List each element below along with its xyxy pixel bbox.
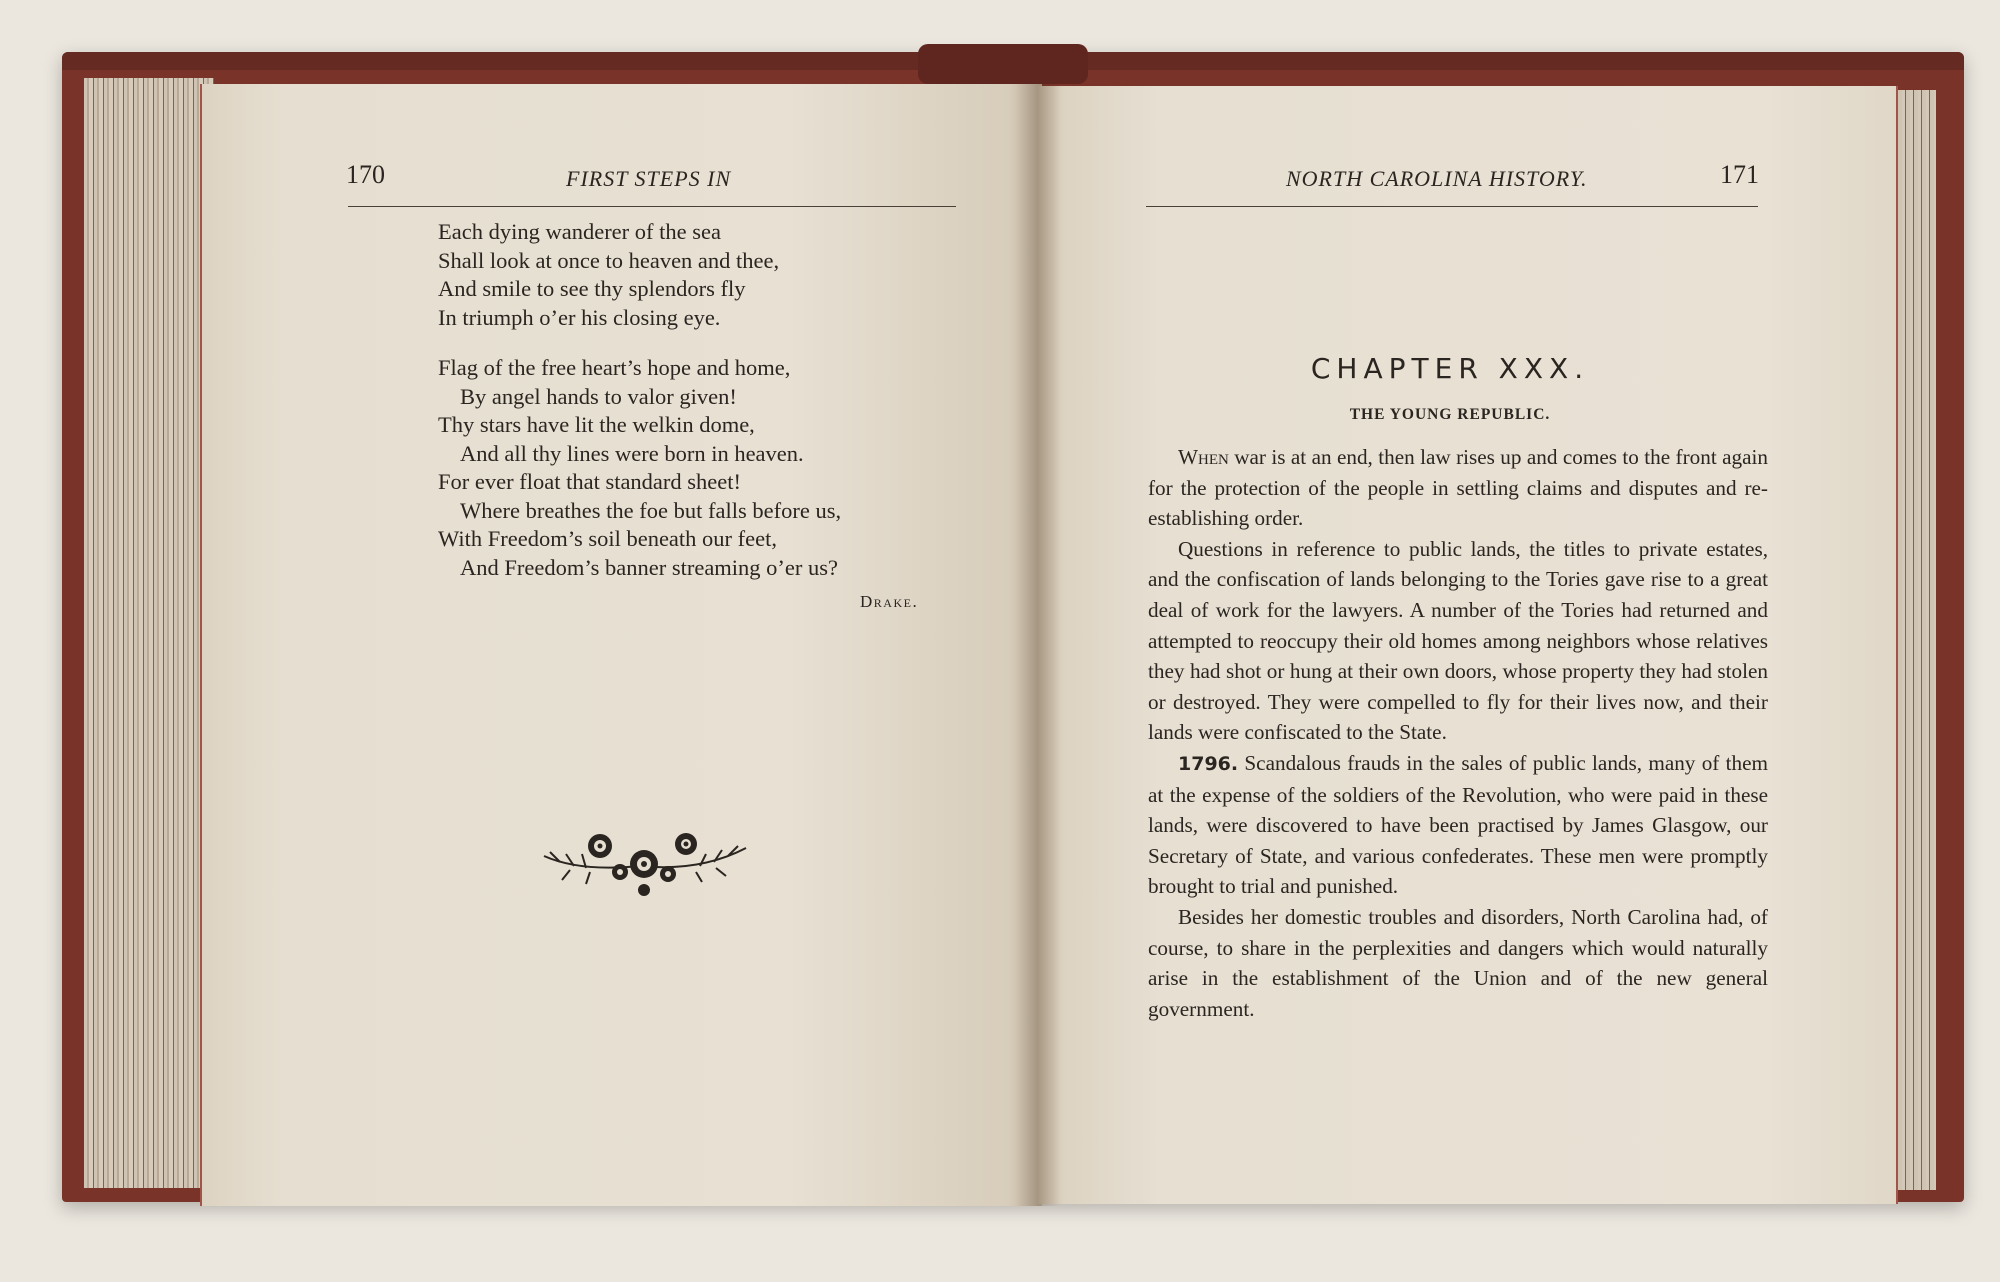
right-header-rule: [1146, 206, 1758, 207]
chapter-title: CHAPTER XXX.: [1310, 352, 1590, 385]
poem-stanza: [438, 354, 958, 582]
poem-line: By angel hands to valor given!: [460, 383, 737, 409]
gutter: [1016, 84, 1060, 1206]
paragraph-text: Besides her domestic troubles and disorders, North Carolina had, of course, to share in the perplexities and dangers which would naturally arise in the establishment of the Union and of the new general government.: [1148, 904, 1768, 1021]
paragraph-text: Questions in reference to public lands, the titles to private estates, and the confiscation of lands belonging to the Tories gave rise to a great deal of work for the lawyers. A number of the Tories had returned and attempted to reoccupy their old homes among neighbors whose relatives they had shot or hung at their own doors, whose property they had stolen or destroyed. They were compelled to fly for their lives now, and their lands were confiscated to the State.: [1148, 536, 1768, 745]
right-running-head: NORTH CAROLINA HISTORY.: [1286, 166, 1588, 191]
chapter-subtitle: THE YOUNG REPUBLIC.: [1349, 406, 1551, 423]
left-header-rule: [348, 206, 956, 207]
poem-stanza: [438, 218, 958, 332]
year-label: 1796.: [1178, 752, 1239, 775]
poem-line: Shall look at once to heaven and thee,: [438, 247, 780, 273]
poem-line: For ever float that standard sheet!: [438, 469, 742, 494]
poem-line: Each dying wanderer of the sea: [438, 219, 721, 244]
poem-line: And smile to see thy splendors fly: [438, 276, 746, 301]
left-running-head: FIRST STEPS IN: [566, 166, 732, 191]
right-page-number: 171: [1720, 160, 1759, 189]
paragraph: [1148, 534, 1768, 748]
poem-line: Flag of the free heart’s hope and home,: [438, 355, 791, 380]
book-spine: [918, 44, 1088, 84]
poem-line: With Freedom’s soil beneath our feet,: [438, 526, 778, 551]
paragraph: [1148, 442, 1768, 534]
poem-line: Where breathes the foe but falls before us,: [460, 497, 842, 523]
left-page-number: 170: [346, 160, 385, 189]
paragraph: [1148, 902, 1768, 1024]
floral-ornament-icon: [540, 826, 750, 907]
chapter-body: [1148, 442, 1768, 1024]
poem: [438, 218, 958, 604]
poem-attribution: Drake.: [860, 592, 919, 611]
poem-line: And Freedom’s banner streaming o’er us?: [460, 554, 839, 580]
poem-line: In triumph o’er his closing eye.: [438, 304, 721, 330]
paragraph: [1148, 748, 1768, 902]
poem-line: And all thy lines were born in heaven.: [460, 440, 804, 466]
poem-line: Thy stars have lit the welkin dome,: [438, 412, 755, 437]
paragraph-text: war is at an end, then law rises up and comes to the front again for the protection of the people in settling claims and disputes and re-establishing order.: [1148, 445, 1768, 531]
paragraph-text: Scandalous frauds in the sales of public lands, many of them at the expense of the soldiers of the Revolution, who were paid in these lands, were discovered to have been practised by James Glasgow, our Secretary of State, and various confederates. These men were promptly brought to trial and punished.: [1148, 750, 1768, 899]
left-page-stack: [84, 78, 214, 1188]
paragraph-lead: When: [1178, 445, 1229, 469]
